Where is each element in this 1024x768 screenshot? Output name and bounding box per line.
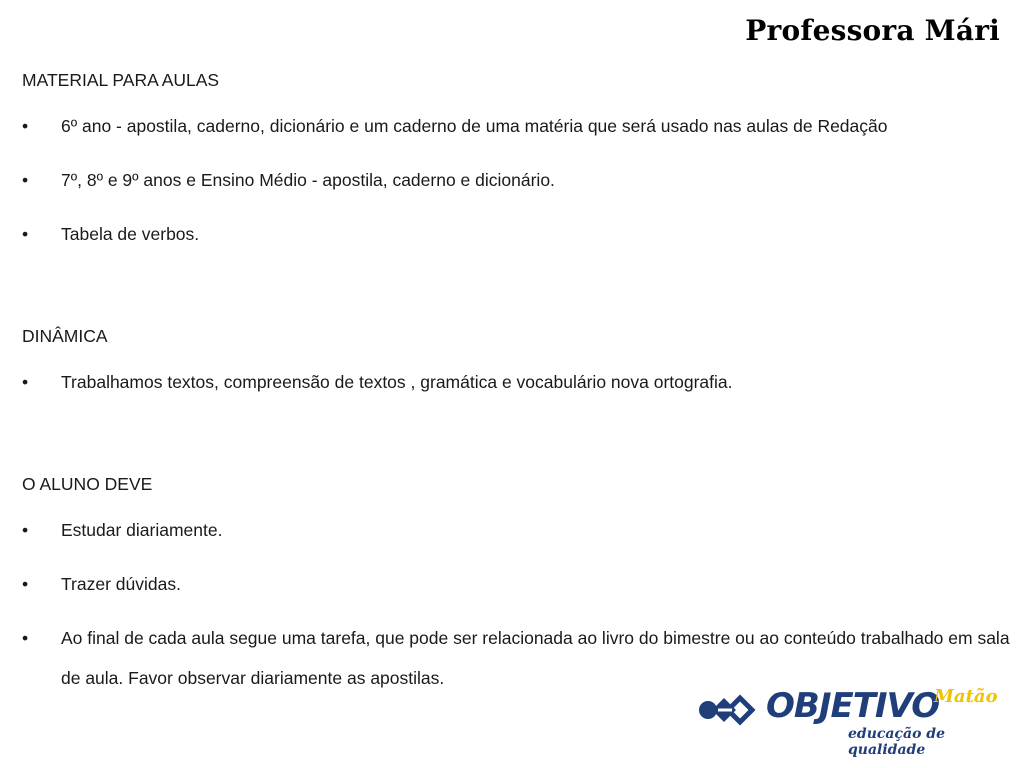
logo-wordmark: OBJETIVO	[766, 686, 940, 726]
bullet-icon: •	[22, 628, 29, 648]
list-item-text: Tabela de verbos.	[61, 224, 200, 244]
list-item-text: Estudar diariamente.	[61, 520, 223, 540]
bullet-icon: •	[22, 520, 29, 540]
bullet-list-aluno	[22, 510, 1012, 698]
list-item	[22, 160, 1012, 200]
logo-city: Matão	[934, 686, 998, 707]
section-heading-material: MATERIAL PARA AULAS	[22, 70, 220, 90]
bullet-icon: •	[22, 372, 29, 392]
objetivo-logo-mark-icon	[698, 690, 768, 730]
spacer	[22, 276, 1012, 324]
objetivo-logo	[698, 686, 1008, 758]
section-heading-aluno: O ALUNO DEVE	[22, 474, 153, 494]
list-item	[22, 214, 1012, 254]
list-item-text: Trabalhamos textos, compreensão de textos , gramática e vocabulário nova ortografia.	[61, 372, 733, 392]
list-item-text: Trazer dúvidas.	[61, 574, 181, 594]
bullet-icon: •	[22, 170, 29, 190]
bullet-list-material	[22, 106, 1012, 254]
section-heading-dinamica: DINÂMICA	[22, 326, 108, 346]
bullet-icon: •	[22, 116, 29, 136]
list-item	[22, 564, 1012, 604]
list-item	[22, 106, 1012, 146]
page-title: Professora Mári	[745, 14, 1000, 47]
list-item-text: 7º, 8º e 9º anos e Ensino Médio - apostila, caderno e dicionário.	[61, 170, 555, 190]
list-item	[22, 362, 1012, 402]
list-item-text: Ao final de cada aula segue uma tarefa, que pode ser relacionada ao livro do bimestre ou ao conteúdo trabalhado em sala de aula. Favor observar diariamente as apostilas.	[61, 628, 1010, 688]
list-item	[22, 510, 1012, 550]
bullet-icon: •	[22, 224, 29, 244]
bullet-list-dinamica	[22, 362, 1012, 402]
bullet-icon: •	[22, 574, 29, 594]
logo-tagline: educação de qualidade	[848, 726, 945, 758]
list-item-text: 6º ano - apostila, caderno, dicionário e um caderno de uma matéria que será usado nas aulas de Redação	[61, 116, 888, 136]
document-body	[22, 68, 1012, 720]
spacer	[22, 424, 1012, 472]
